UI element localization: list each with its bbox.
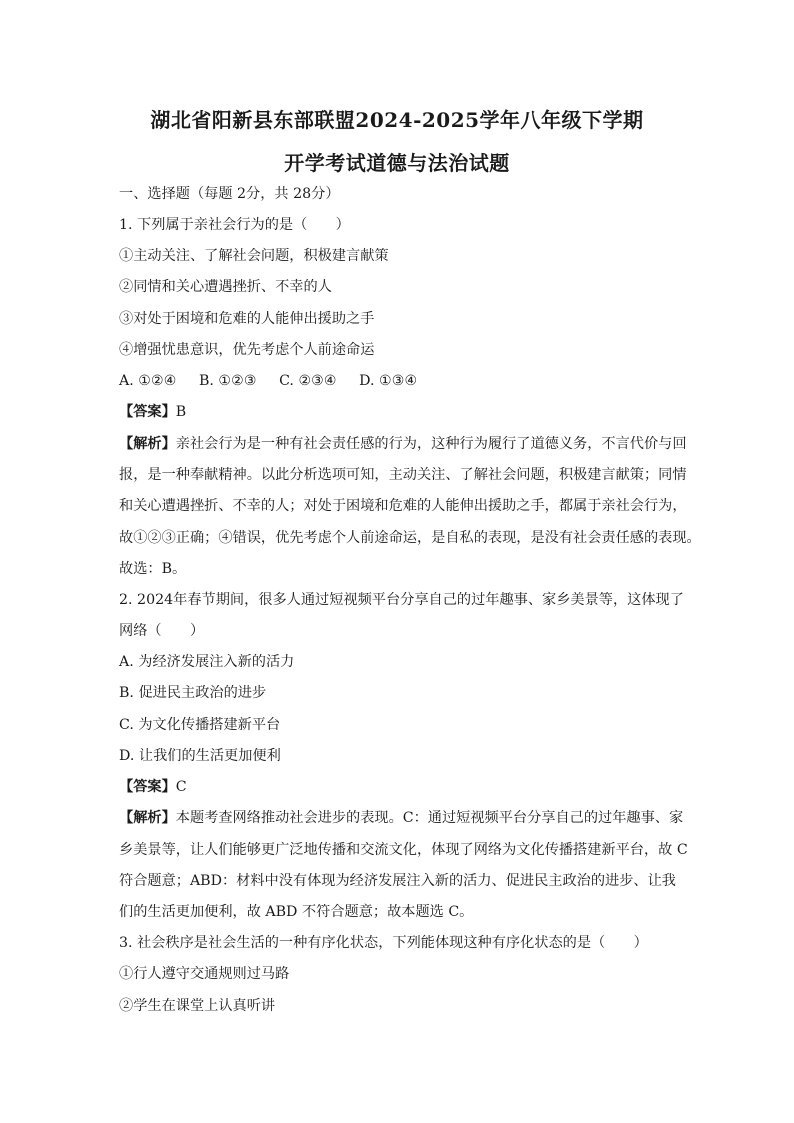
q3-stem: 3. 社会秩序是社会生活的一种有序化状态，下列能体现这种有序化状态的是（ ）: [119, 935, 648, 951]
q2-answer-label: 【答案】: [119, 779, 176, 795]
q1-option-d: D. ①③④: [359, 373, 418, 389]
q2-stem-line-2: 网络（ ）: [119, 623, 205, 639]
q1-analysis-line-4: 故①②③正确；④错误，优先考虑个人前途命运，是自私的表现，是没有社会责任感的表现。: [119, 530, 701, 546]
q1-analysis-line-1: [119, 434, 687, 454]
q2-answer: [119, 777, 187, 797]
q1-stem: 1. 下列属于亲社会行为的是（ ）: [119, 217, 350, 233]
q2-option-d: D. 让我们的生活更加便利: [119, 748, 281, 764]
q2-stem-line-1: 2. 2024年春节期间，很多人通过短视频平台分享自己的过年趣事、家乡美景等，这体现了: [119, 592, 684, 608]
document-title-line-1: 湖北省阳新县东部联盟2024-2025学年八年级下学期: [150, 108, 644, 132]
q1-item-2: ②同情和关心遭遇挫折、不幸的人: [119, 279, 332, 295]
q2-analysis-line-1: [119, 808, 683, 828]
q3-item-2: ②学生在课堂上认真听讲: [119, 998, 276, 1014]
q2-option-c: C. 为文化传播搭建新平台: [119, 717, 281, 733]
q2-option-a: A. 为经济发展注入新的活力: [119, 654, 295, 670]
q2-analysis-line-2: 乡美景等，让人们能够更广泛地传播和交流文化，体现了网络为文化传播搭建新平台，故 C: [119, 842, 688, 858]
q1-item-3: ③对处于困境和危难的人能伸出援助之手: [119, 311, 375, 327]
q1-analysis-line-2: 报，是一种奉献精神。以此分析选项可知，主动关注、了解社会问题，积极建言献策；同情: [119, 467, 687, 483]
q1-analysis-label: 【解析】: [119, 436, 176, 452]
q1-analysis-line-5: 故选：B。: [119, 561, 187, 577]
section-heading: 一、选择题（每题 2分，共 28分）: [119, 186, 340, 202]
q2-analysis-text-1: 本题考查网络推动社会进步的表现。C：通过短视频平台分享自己的过年趣事、家: [175, 810, 684, 826]
q2-analysis-line-3: 符合题意；ABD：材料中没有体现为经济发展注入新的活力、促进民主政治的进步、让我: [119, 873, 676, 889]
q1-option-a: A. ①②④: [119, 373, 177, 389]
q1-analysis-line-3: 和关心遭遇挫折、不幸的人；对处于困境和危难的人能伸出援助之手，都属于亲社会行为，: [119, 498, 687, 514]
q1-options: [119, 371, 435, 391]
q1-answer: [119, 402, 186, 422]
q1-answer-label: 【答案】: [119, 404, 176, 420]
q1-option-c: C. ②③④: [279, 373, 337, 389]
document-title-line-2: 开学考试道德与法治试题: [284, 151, 510, 175]
q1-answer-value: B: [175, 404, 187, 420]
q1-item-1: ①主动关注、了解社会问题，积极建言献策: [119, 248, 389, 264]
q2-option-b: B. 促进民主政治的进步: [119, 685, 267, 701]
q1-option-b: B. ①②③: [198, 373, 257, 389]
q1-item-4: ④增强忧患意识，优先考虑个人前途命运: [119, 342, 375, 358]
q2-answer-value: C: [175, 779, 187, 795]
q1-analysis-text-1: 亲社会行为是一种有社会责任感的行为，这种行为履行了道德义务，不言代价与回: [175, 436, 687, 452]
q3-item-1: ①行人遵守交通规则过马路: [119, 966, 290, 982]
q2-analysis-line-4: 们的生活更加便利，故 ABD 不符合题意；故本题选 C。: [119, 904, 474, 920]
q2-analysis-label: 【解析】: [119, 810, 176, 826]
